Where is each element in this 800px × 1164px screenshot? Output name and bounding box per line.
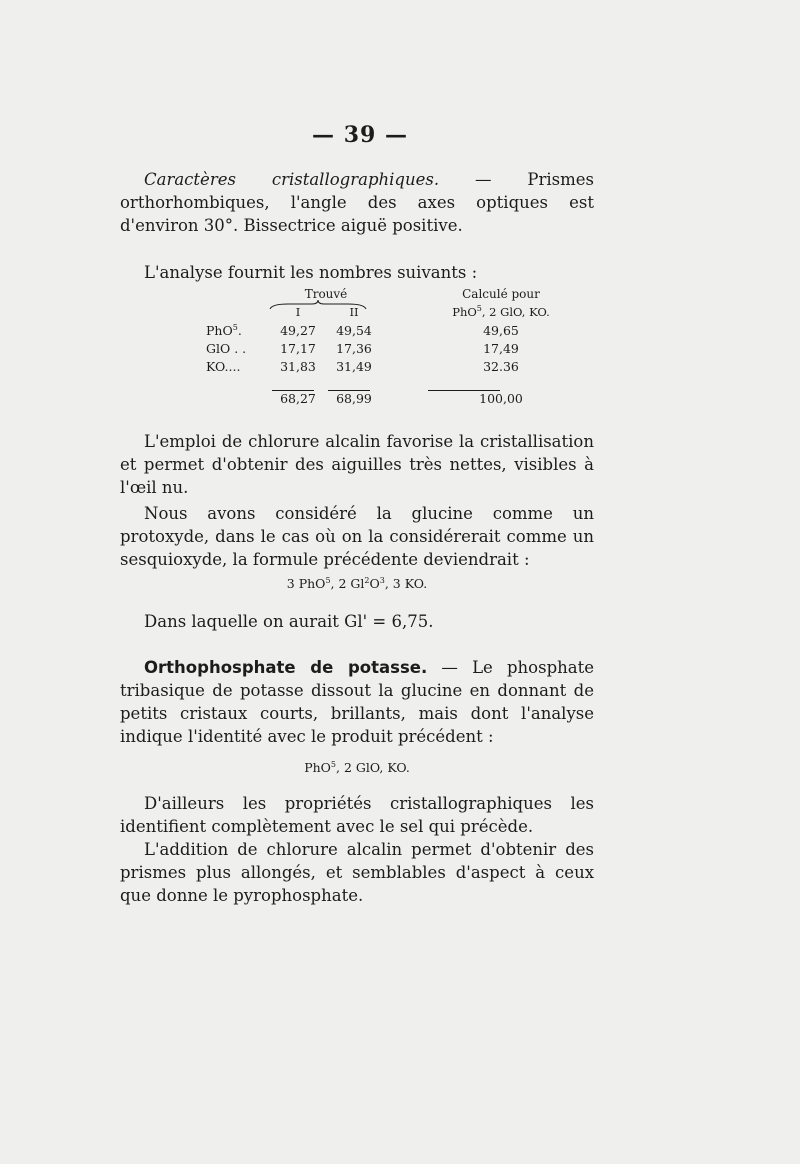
col-header-I: I xyxy=(295,305,301,319)
page-number: — 39 — xyxy=(312,122,408,148)
properties-paragraph xyxy=(120,792,594,838)
gl-value-paragraph xyxy=(120,610,594,633)
table-row: KO.... 31,83 31,49 32.36 xyxy=(206,358,519,374)
paragraph-text: L'emploi de chlorure alcalin favorise la cristallisation et permet d'obtenir des aiguilles très nettes, visibles à l'œil nu. xyxy=(120,432,594,497)
paragraph-text: — Le phosphate tribasique de potasse dissout la glucine en donnant de petits cristaux courts, brillants, mais dont l'analyse indique l'identité avec le produit précédent : xyxy=(120,658,594,746)
paragraph-text: Dans laquelle on aurait Gl' = 6,75. xyxy=(144,612,434,631)
crystallography-paragraph xyxy=(120,168,594,237)
glucine-paragraph xyxy=(120,502,594,571)
section-heading-bold: Orthophosphate de potasse. xyxy=(144,658,428,677)
section-heading-italic: Caractères cristallographiques. xyxy=(144,170,440,189)
analysis-table xyxy=(206,285,556,407)
col-header-II: II xyxy=(349,305,359,319)
header-calc: Calculé pour xyxy=(462,287,540,301)
sum-rule xyxy=(428,390,500,391)
header-found: Trouvé xyxy=(304,287,348,301)
formula-orthophosphate: PhO$^5$, 2 GlO, KO. xyxy=(304,759,410,775)
chloride-paragraph xyxy=(120,430,594,499)
paragraph-text: L'analyse fournit les nombres suivants : xyxy=(144,263,478,282)
calc-formula: PhO$^5$, 2 GlO, KO. xyxy=(452,304,550,319)
analysis-intro xyxy=(120,261,594,284)
paragraph-text: — Prismes orthorhombiques, l'angle des axes optiques est d'environ 30°. Bissectrice aiguë positive. xyxy=(120,170,594,235)
paragraph-text: L'addition de chlorure alcalin permet d'obtenir des prismes plus allongés, et semblables d'aspect à ceux que donne le pyrophosphate. xyxy=(120,840,594,905)
addition-paragraph xyxy=(120,838,594,907)
paragraph-text: Nous avons considéré la glucine comme un protoxyde, dans le cas où on la considérerait comme un sesquioxyde, la formule précédente deviendrait : xyxy=(120,504,594,569)
orthophosphate-paragraph xyxy=(120,656,594,748)
table-row: PhO$^5$. 49,27 49,54 49,65 xyxy=(206,322,519,338)
sum-rule xyxy=(328,390,370,391)
paragraph-text: D'ailleurs les propriétés cristallographiques les identifient complètement avec le sel qui précède. xyxy=(120,794,594,836)
table-row: GlO . . 17,17 17,36 17,49 xyxy=(206,340,519,356)
totals-row: 68,27 68,99 100,00 xyxy=(280,390,523,406)
sum-rule xyxy=(272,390,314,391)
formula-sesquioxide: 3 PhO$^5$, 2 $Gl^2O^3$, 3 KO. xyxy=(286,575,428,591)
